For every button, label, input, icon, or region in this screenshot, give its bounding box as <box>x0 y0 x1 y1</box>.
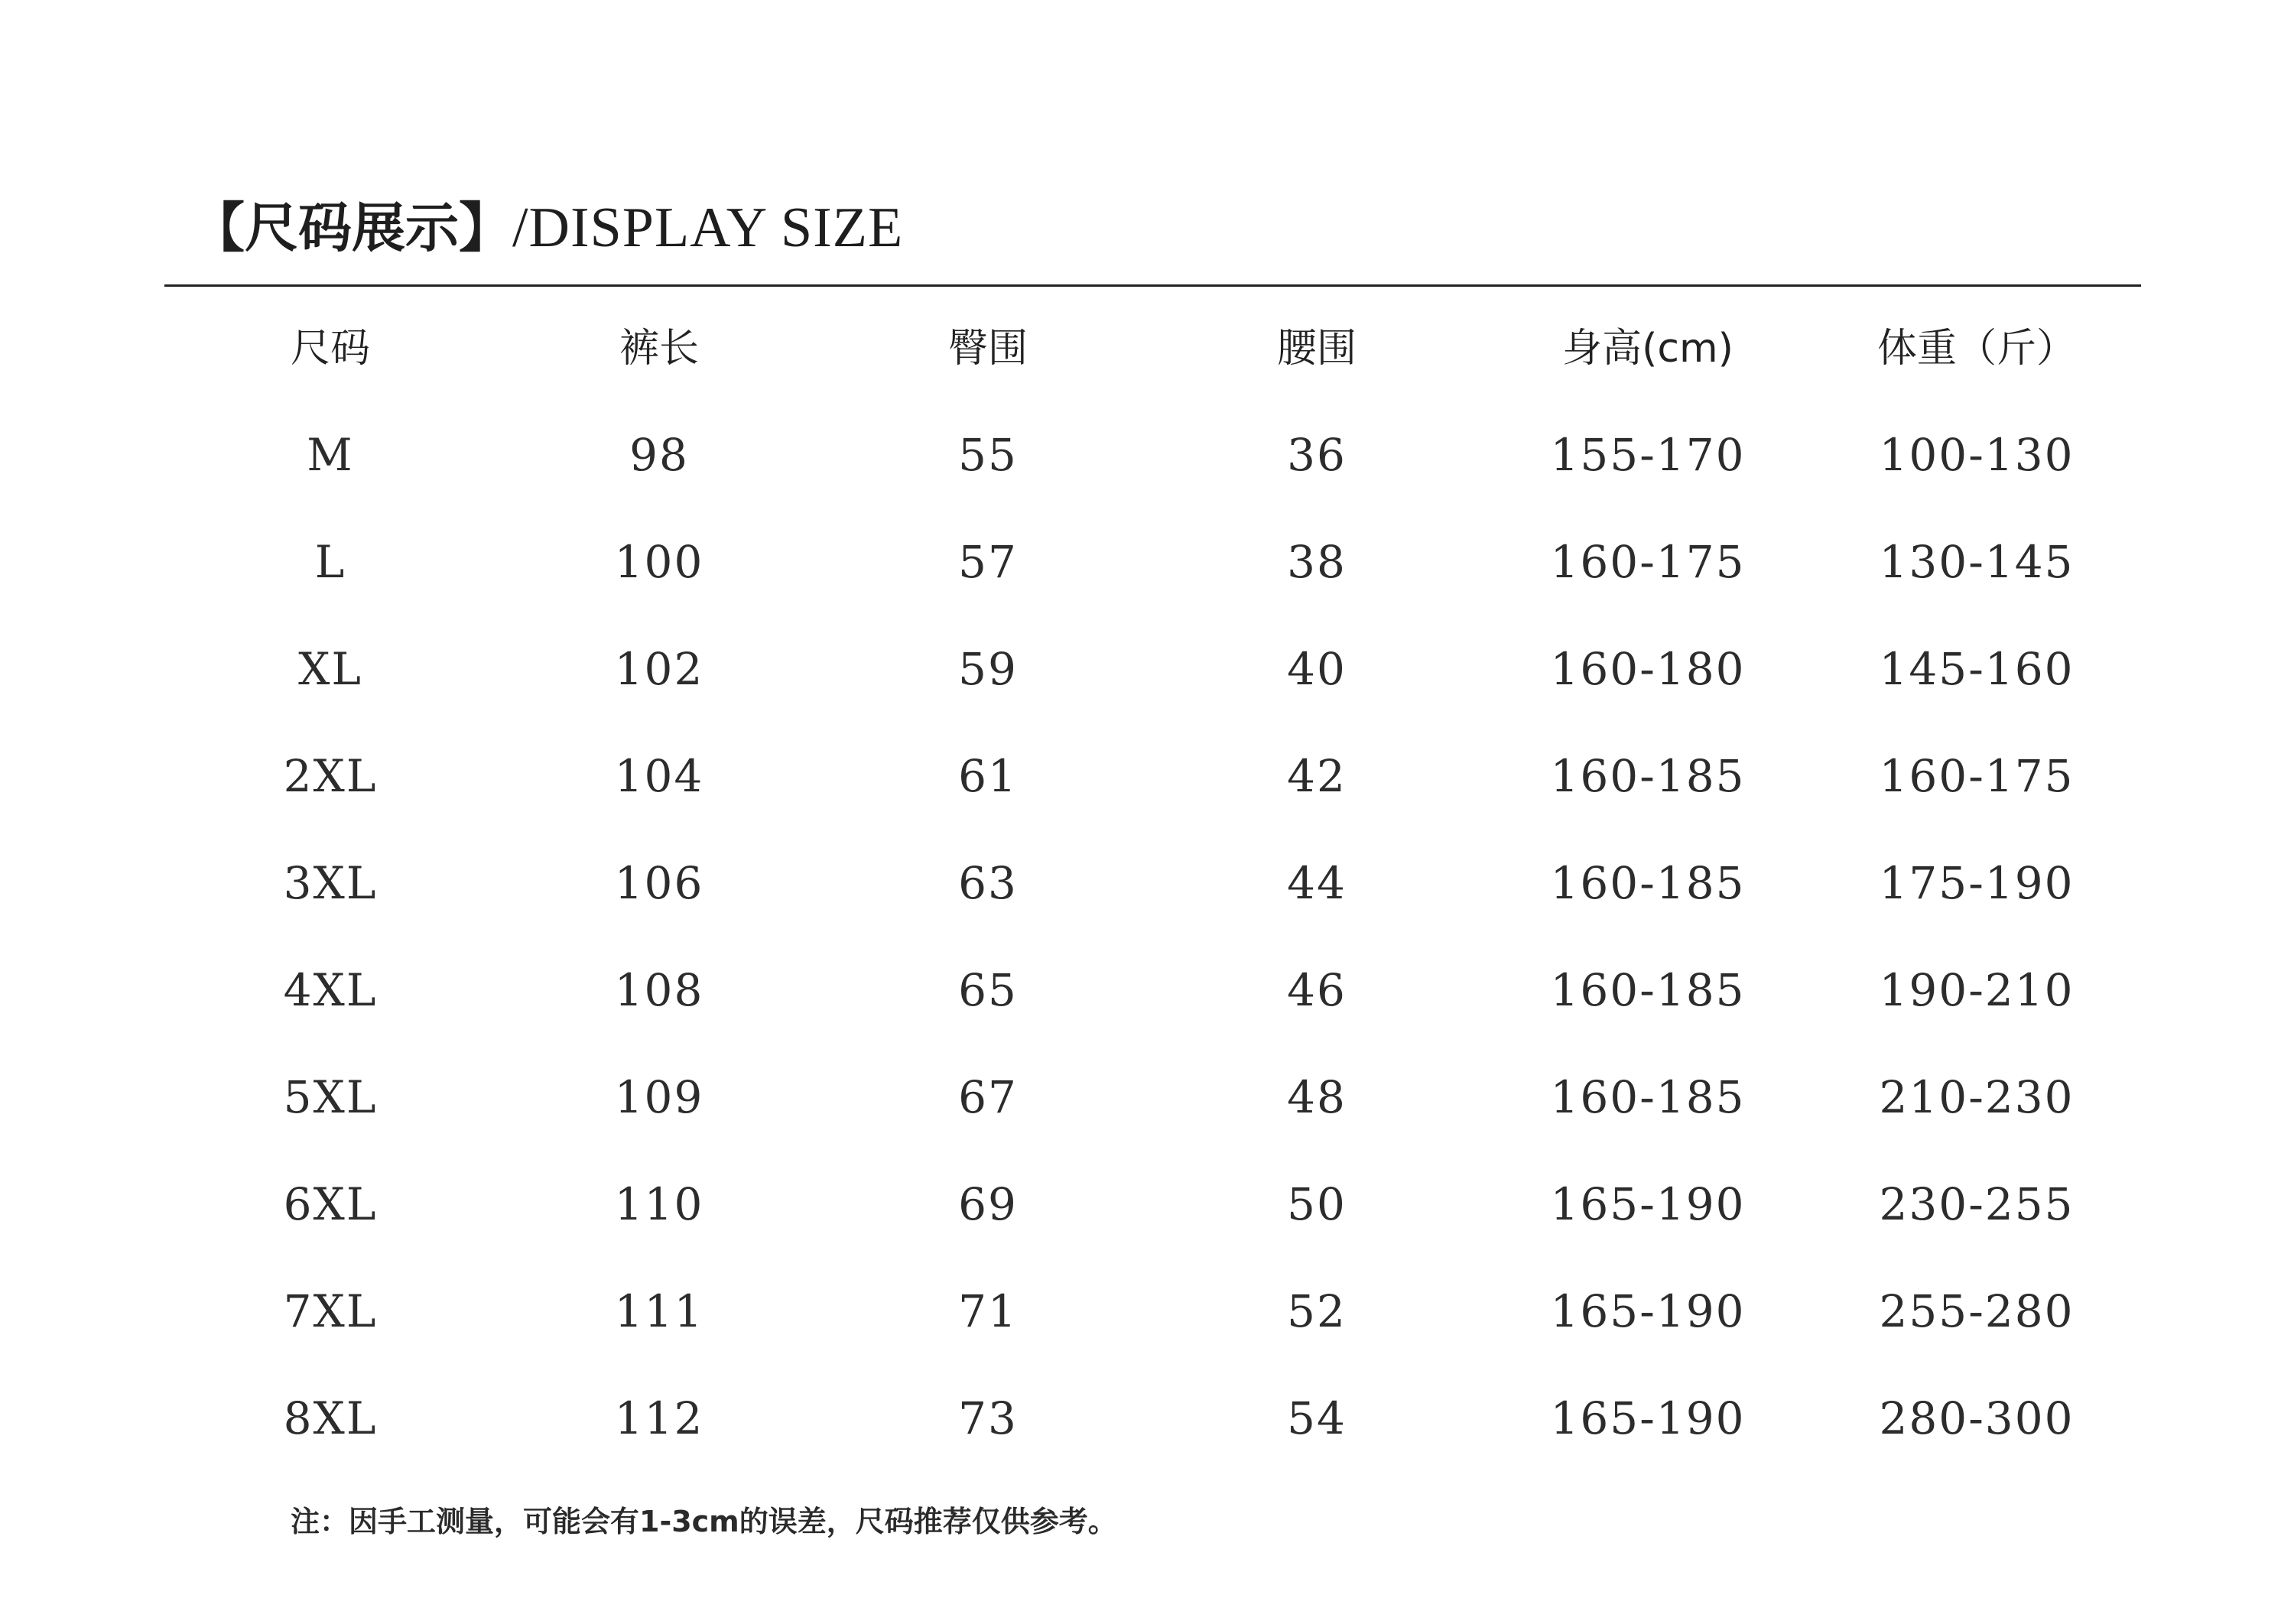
cell-height: 160-185 <box>1550 750 1746 802</box>
cell-waist: 52 <box>1287 1285 1347 1337</box>
header-size: 尺码 <box>290 326 370 372</box>
cell-height: 160-185 <box>1550 964 1746 1016</box>
cell-waist: 54 <box>1287 1392 1347 1444</box>
cell-length: 109 <box>614 1071 704 1123</box>
cell-waist: 44 <box>1287 857 1347 909</box>
cell-waist: 38 <box>1287 536 1347 588</box>
cell-size: 7XL <box>283 1285 378 1337</box>
title-cn: 【尺码展示】 <box>191 197 512 259</box>
cell-hip: 69 <box>958 1178 1018 1230</box>
cell-height: 165-190 <box>1550 1392 1746 1444</box>
cell-waist: 46 <box>1287 964 1347 1016</box>
cell-hip: 71 <box>958 1285 1018 1337</box>
cell-size: 4XL <box>283 964 378 1016</box>
cell-waist: 40 <box>1287 643 1347 695</box>
cell-weight: 230-255 <box>1879 1178 2075 1230</box>
cell-length: 112 <box>614 1392 704 1444</box>
cell-size: M <box>307 429 354 481</box>
cell-size: 6XL <box>283 1178 378 1230</box>
cell-height: 155-170 <box>1550 429 1746 481</box>
cell-hip: 67 <box>958 1071 1018 1123</box>
cell-weight: 190-210 <box>1879 964 2075 1016</box>
cell-length: 108 <box>614 964 704 1016</box>
cell-size: 3XL <box>283 857 378 909</box>
cell-length: 106 <box>614 857 704 909</box>
cell-height: 160-185 <box>1550 857 1746 909</box>
cell-size: 2XL <box>283 750 378 802</box>
cell-weight: 100-130 <box>1879 429 2075 481</box>
header-length: 裤长 <box>619 326 699 372</box>
cell-hip: 73 <box>958 1392 1018 1444</box>
title-en: /DISPLAY SIZE <box>512 197 904 259</box>
cell-length: 111 <box>614 1285 704 1337</box>
cell-size: 8XL <box>283 1392 378 1444</box>
cell-weight: 130-145 <box>1879 536 2075 588</box>
cell-length: 100 <box>614 536 704 588</box>
cell-size: L <box>314 536 346 588</box>
header-waist: 腰围 <box>1276 326 1357 372</box>
cell-waist: 50 <box>1287 1178 1347 1230</box>
cell-waist: 42 <box>1287 750 1347 802</box>
cell-hip: 63 <box>958 857 1018 909</box>
cell-hip: 57 <box>958 536 1018 588</box>
measurement-note: 注：因手工测量，可能会有1-3cm的误差，尺码推荐仅供参考。 <box>291 1505 1117 1538</box>
cell-weight: 175-190 <box>1879 857 2075 909</box>
cell-weight: 160-175 <box>1879 750 2075 802</box>
cell-weight: 210-230 <box>1879 1071 2075 1123</box>
header-height: 身高(cm) <box>1562 326 1733 372</box>
cell-weight: 280-300 <box>1879 1392 2075 1444</box>
cell-size: XL <box>298 643 362 695</box>
cell-hip: 55 <box>958 429 1018 481</box>
cell-height: 165-190 <box>1550 1285 1746 1337</box>
header-hip: 臀围 <box>947 326 1028 372</box>
cell-weight: 145-160 <box>1879 643 2075 695</box>
cell-weight: 255-280 <box>1879 1285 2075 1337</box>
cell-height: 160-185 <box>1550 1071 1746 1123</box>
cell-length: 104 <box>614 750 704 802</box>
cell-length: 102 <box>614 643 704 695</box>
cell-length: 98 <box>629 429 689 481</box>
cell-waist: 36 <box>1287 429 1347 481</box>
cell-height: 160-180 <box>1550 643 1746 695</box>
cell-size: 5XL <box>283 1071 378 1123</box>
cell-height: 160-175 <box>1550 536 1746 588</box>
cell-hip: 59 <box>958 643 1018 695</box>
cell-hip: 61 <box>958 750 1018 802</box>
cell-hip: 65 <box>958 964 1018 1016</box>
header-weight: 体重（斤） <box>1876 326 2076 372</box>
cell-length: 110 <box>614 1178 704 1230</box>
cell-height: 165-190 <box>1550 1178 1746 1230</box>
cell-waist: 48 <box>1287 1071 1347 1123</box>
